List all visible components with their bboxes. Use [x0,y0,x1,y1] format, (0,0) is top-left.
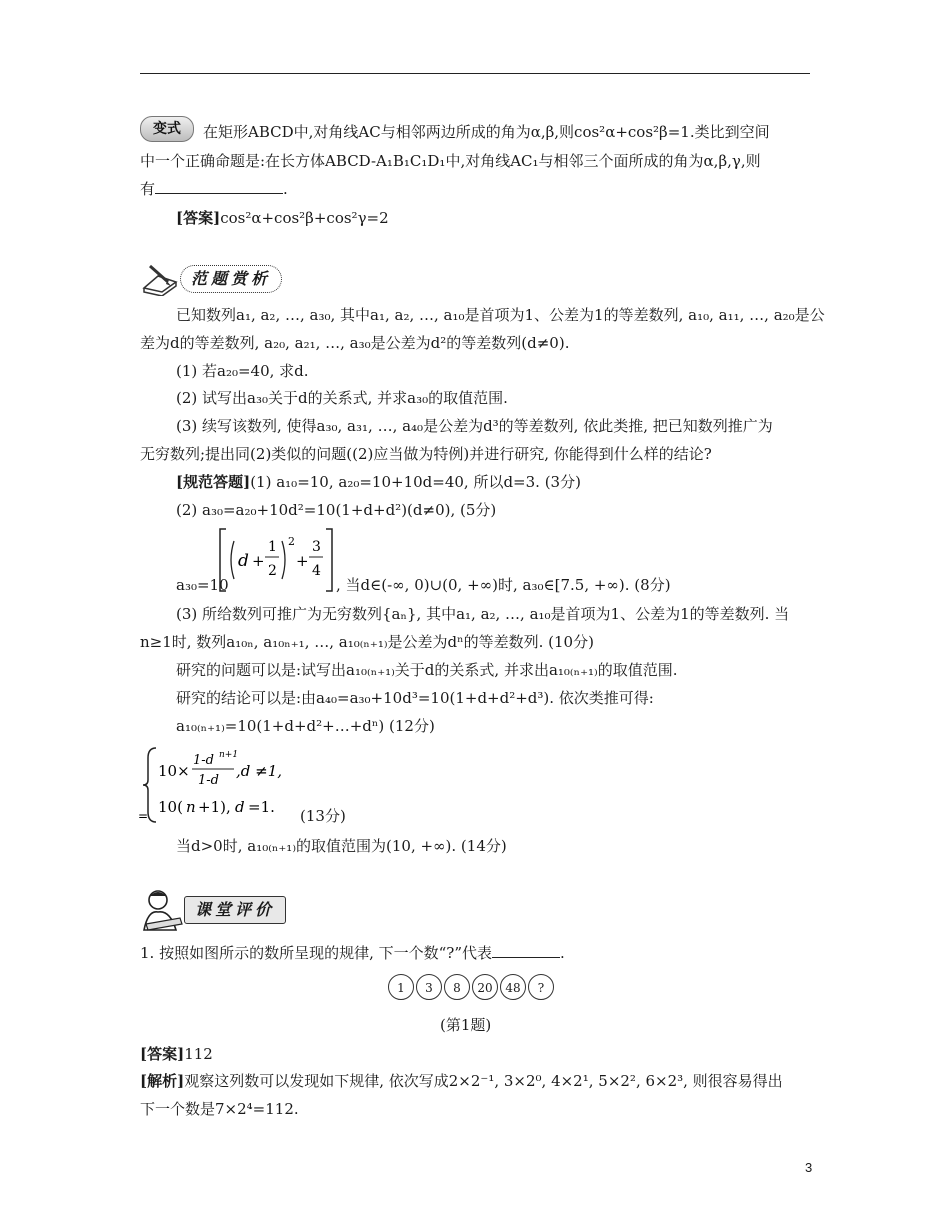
solution-step-6: a₁₀₍ₙ₊₁₎=10(1+d+d²+…+dⁿ) (12分) [176,717,435,735]
svg-text:1: 1 [268,539,277,555]
svg-text:=: = [138,809,149,823]
solution-formula-suffix: , 当d∈(-∞, 0)∪(0, +∞)时, a₃₀∈[7.5, +∞). (8分) [336,576,671,594]
sequence-circle: 3 [416,974,442,1000]
answer-blank [492,943,560,958]
variant-line-3-suffix: . [283,180,288,198]
solution-step-7: 当d>0时, a₁₀₍ₙ₊₁₎的取值范围为(10, +∞). (14分) [176,837,507,855]
svg-text:3: 3 [312,539,321,555]
svg-text:n: n [186,798,196,816]
evaluation-analysis-label: [解析] [140,1072,185,1090]
svg-text:n+1: n+1 [219,750,239,760]
svg-text:10(: 10( [158,798,183,816]
sequence-circle: ? [528,974,554,1000]
page-number: 3 [805,1160,813,1175]
sequence-circle: 8 [444,974,470,1000]
variant-line-3-prefix: 有 [140,180,156,198]
example-question-2: (2) 试写出a₃₀关于d的关系式, 并求a₃₀的取值范围. [176,389,508,407]
svg-text:2: 2 [288,535,295,548]
svg-text:1-d: 1-d [193,753,214,768]
sequence-circle: 20 [472,974,498,1000]
example-question-1: (1) 若a₂₀=40, 求d. [176,362,309,380]
student-reading-icon [140,888,184,932]
svg-text:+: + [296,552,309,570]
svg-text:d: d [235,798,245,816]
evaluation-answer-text: 112 [184,1045,213,1063]
svg-text:d: d [238,551,249,571]
variant-badge: 变式 [140,116,194,142]
evaluation-answer-label: [答案] [140,1045,185,1063]
svg-text:+: + [252,552,265,570]
solution-step-3b: n≥1时, 数列a₁₀ₙ, a₁₀ₙ₊₁, …, a₁₀₍ₙ₊₁₎是公差为dⁿ的等差数列. (10分) [140,633,594,651]
variant-answer-text: cos²α+cos²β+cos²γ=2 [220,209,389,227]
variant-answer [176,207,389,229]
evaluation-question-1 [140,942,565,964]
notebook-pen-icon [140,262,180,296]
variant-line-1: 在矩形ABCD中,对角线AC与相邻两边所成的角为α,β,则cos²α+cos²β=1.类比到空间 [203,123,770,141]
example-para-1: 已知数列a₁, a₂, …, a₃₀, 其中a₁, a₂, …, a₁₀是首项为1、公差为1的等差数列, a₁₀, a₁₁, …, a₂₀是公 [176,306,825,324]
figure-caption: (第1题) [440,1016,492,1034]
evaluation-analysis-1 [140,1070,783,1092]
evaluation-banner [140,888,286,932]
solution-label: [规范答题] [176,473,251,491]
svg-text:,d ≠1,: ,d ≠1, [236,762,283,780]
example-question-3b: 无穷数列;提出同(2)类似的问题((2)应当做为特例)并进行研究, 你能得到什么样的结论? [140,445,712,463]
example-banner [140,262,282,296]
sequence-circle: 1 [388,974,414,1000]
number-sequence [388,974,556,1000]
svg-text:1-d: 1-d [198,773,219,788]
solution-step-3a: (3) 所给数列可推广为无穷数列{aₙ}, 其中a₁, a₂, …, a₁₀是首项为1、公差为1的等差数列. 当 [176,605,790,623]
solution-step-5: 研究的结论可以是:由a₄₀=a₃₀+10d³=10(1+d+d²+d³). 依次类推可得: [176,689,654,707]
evaluation-banner-title: 课堂评价 [184,896,286,924]
evaluation-question-1-suffix: . [560,944,565,962]
example-banner-title: 范题赏析 [180,265,282,293]
variant-line-2: 中一个正确命题是:在长方体ABCD-A₁B₁C₁D₁中,对角线AC₁与相邻三个面所成的角为α,β,γ,则 [140,152,761,170]
svg-text:=1.: =1. [248,798,275,816]
piecewise-score: (13分) [300,807,346,825]
evaluation-answer [140,1043,213,1065]
svg-text:+1),: +1), [198,798,231,816]
variant-answer-label: [答案] [176,209,221,227]
example-para-2: 差为d的等差数列, a₂₀, a₂₁, …, a₃₀是公差为d²的等差数列(d≠0). [140,334,570,352]
evaluation-question-1-text: 1. 按照如图所示的数所呈现的规律, 下一个数“?”代表 [140,944,492,962]
bracket-formula [216,527,336,593]
evaluation-analysis-2: 下一个数是7×2⁴=112. [140,1100,299,1118]
answer-blank [155,179,283,194]
variant-line-3 [140,178,288,200]
solution-step-4: 研究的问题可以是:试写出a₁₀₍ₙ₊₁₎关于d的关系式, 并求出a₁₀₍ₙ₊₁₎的取值范围. [176,661,678,679]
piecewise-formula [138,744,298,826]
svg-text:2: 2 [268,563,277,579]
evaluation-analysis-text-1: 观察这列数可以发现如下规律, 依次写成2×2⁻¹, 3×2⁰, 4×2¹, 5×2², 6×2³, 则很容易得出 [184,1072,783,1090]
sequence-circle: 48 [500,974,526,1000]
solution-step-1 [176,471,581,493]
solution-step-2: (2) a₃₀=a₂₀+10d²=10(1+d+d²)(d≠0), (5分) [176,501,497,519]
svg-text:10×: 10× [158,762,190,780]
solution-step-1-text: (1) a₁₀=10, a₂₀=10+10d=40, 所以d=3. (3分) [250,473,581,491]
example-question-3a: (3) 续写该数列, 使得a₃₀, a₃₁, …, a₄₀是公差为d³的等差数列, 依此类推, 把已知数列推广为 [176,417,773,435]
header-rule [140,73,810,74]
solution-formula-prefix: a₃₀=10 [176,576,229,594]
svg-text:4: 4 [312,563,321,579]
